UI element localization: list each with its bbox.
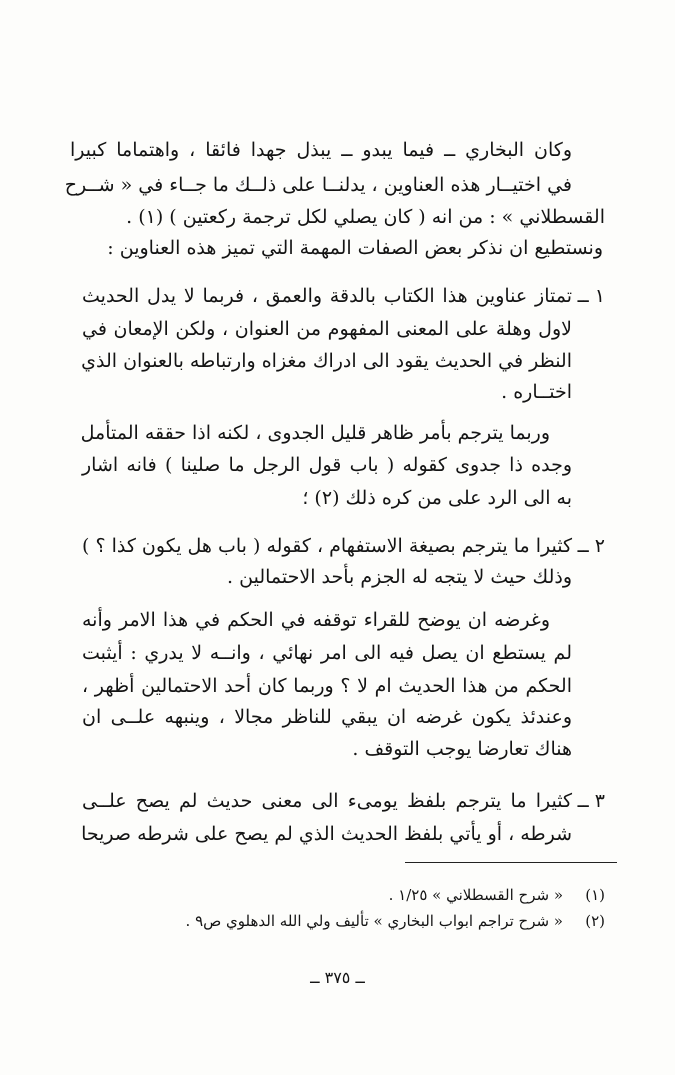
footnote-2-text: « شرح تراجم ابواب البخاري » تأليف ولي الله الدهلوي ص٩ . [185, 912, 563, 930]
item-1-line-3: النظر في الحديث يقود الى ادراك مغزاه وارتباطه بالعنوان الذي [81, 350, 572, 372]
item-1-cont-line-3: به الى الرد على من كره ذلك (٢) ؛ [302, 487, 572, 509]
item-2-number: ٢ ــ [577, 535, 605, 557]
item-2-cont-line-3: الحكم من هذا الحديث ام لا ؟ وربما كان أحد الاحتمالين أظهر ، [82, 675, 572, 697]
item-3-line-2: شرطه ، أو يأتي بلفظ الحديث الذي لم يصح على شرطه صريحا [81, 823, 572, 845]
intro-line-3: القسطلاني » : من انه ( كان يصلي لكل ترجمة ركعتين ) (١) . [126, 206, 605, 228]
intro-line-4: ونستطيع ان نذكر بعض الصفات المهمة التي تميز هذه العناوين : [107, 237, 603, 259]
item-2-cont-line-4: وعندئذ يكون غرضه ان يبقي للناظر مجالا ، وينبهه علــى ان [82, 706, 572, 728]
intro-line-2: في اختيــار هذه العناوين ، يدلنــا على ذلــك ما جــاء في « شــرح [64, 174, 572, 196]
footnote-1-text: « شرح القسطلاني » ١/٢٥ . [388, 886, 563, 904]
item-2-cont-line-5: هناك تعارضا يوجب التوقف . [352, 738, 572, 760]
item-2-cont-line-1: وغرضه ان يوضح للقراء توقفه في الحكم في هذا الامر وأنه [82, 609, 550, 631]
item-1-cont-line-2: وجده ذا جدوى كقوله ( باب قول الرجل ما صلينا ) فانه اشار [82, 454, 572, 476]
item-3-number: ٣ ــ [577, 790, 605, 812]
item-3-line-1: كثيرا ما يترجم بلفظ يومىء الى معنى حديث لم يصح علــى [82, 790, 572, 812]
footnote-1-marker: (١) [585, 886, 605, 904]
item-2-line-1: كثيرا ما يترجم بصيغة الاستفهام ، كقوله ( باب هل يكون كذا ؟ ) [82, 535, 572, 557]
item-1-line-2: لاول وهلة على المعنى المفهوم من العنوان ، ولكن الإمعان في [82, 318, 572, 340]
item-1-line-4: اختــاره . [501, 381, 572, 403]
intro-line-1: وكان البخاري ــ فيما يبدو ــ يبذل جهدا فائقا ، واهتماما كبيرا [70, 139, 572, 161]
footnote-separator [405, 862, 617, 863]
item-2-line-2: وذلك حيث لا يتجه له الجزم بأحد الاحتمالين . [227, 566, 572, 588]
item-2-cont-line-2: لم يستطع ان يصل فيه الى امر نهائي ، وانــه لا يدري : أيثبت [82, 642, 572, 664]
footnote-2-marker: (٢) [585, 912, 605, 930]
item-1-number: ١ ــ [577, 285, 605, 307]
item-1-line-1: تمتاز عناوين هذا الكتاب بالدقة والعمق ، فربما لا يدل الحديث [82, 285, 572, 307]
page-number: ــ ٣٧٥ ــ [310, 968, 365, 987]
item-1-cont-line-1: وربما يترجم بأمر ظاهر قليل الجدوى ، لكنه اذا حققه المتأمل [80, 422, 550, 444]
